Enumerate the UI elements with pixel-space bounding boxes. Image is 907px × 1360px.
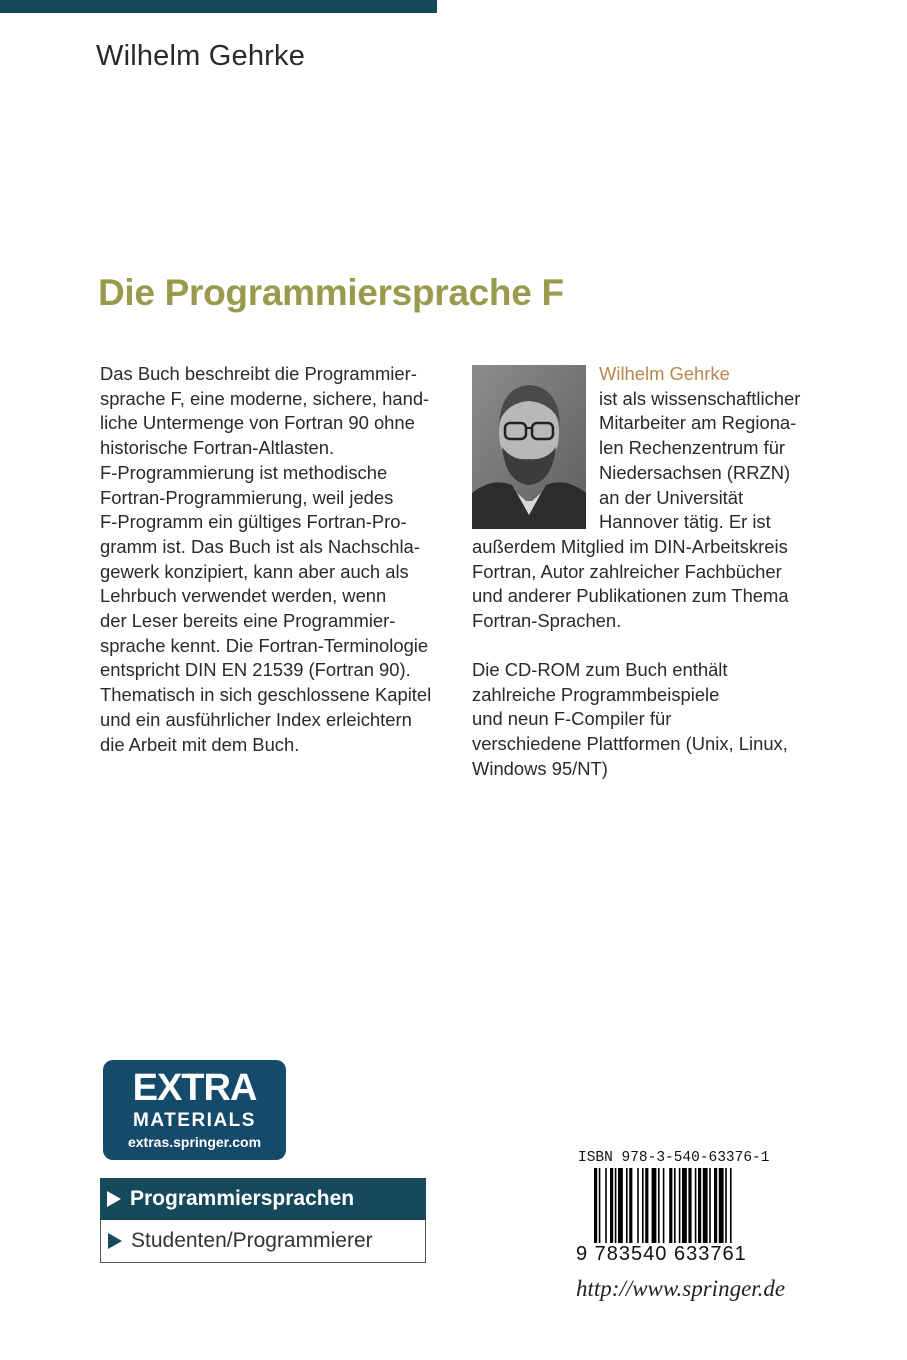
description-line: F-Programmierung ist methodische (100, 461, 388, 483)
bio-line: ist als wissenschaftlicher (599, 387, 801, 409)
cd-line: Windows 95/NT) (472, 757, 608, 779)
cd-rom-info (472, 658, 812, 782)
description-line: Thematisch in sich geschlossene Kapitel (100, 684, 432, 706)
book-description (100, 362, 440, 757)
bio-line: Fortran, Autor zahlreicher Fachbücher (472, 560, 782, 582)
barcode-number: 9 783540 633761 (576, 1243, 747, 1265)
cd-line: verschiedene Plattformen (Unix, Linux, (472, 733, 788, 755)
arrow-right-icon (107, 1191, 121, 1207)
description-line: liche Untermenge von Fortran 90 ohne (100, 412, 415, 434)
description-line: Fortran-Programmierung, weil jedes (100, 486, 394, 508)
description-line: gramm ist. Das Buch ist als Nachschla- (100, 535, 420, 557)
category-label: Studenten/Programmierer (131, 1229, 373, 1252)
badge-line-url: extras.springer.com (127, 1134, 262, 1150)
bio-line: an der Universität (599, 486, 744, 508)
description-line: und ein ausführlicher Index erleichtern (100, 708, 412, 730)
top-accent-bar (0, 0, 437, 13)
author-name: Wilhelm Gehrke (96, 40, 306, 72)
badge-line-materials: MATERIALS (133, 1110, 256, 1131)
category-primary (100, 1178, 426, 1220)
bio-line: Mitarbeiter am Regiona- (599, 412, 797, 434)
bio-line: außerdem Mitglied im DIN-Arbeitskreis (472, 535, 788, 557)
isbn-label: ISBN 978-3-540-63376-1 (578, 1150, 770, 1166)
description-line: die Arbeit mit dem Buch. (100, 733, 300, 755)
description-line: der Leser bereits eine Programmier- (100, 610, 396, 632)
description-line: F-Programm ein gültiges Fortran-Pro- (100, 511, 407, 533)
description-line: Lehrbuch verwendet werden, wenn (100, 585, 387, 607)
description-line: gewerk konzipiert, kann aber auch als (100, 560, 409, 582)
category-secondary (100, 1220, 426, 1263)
arrow-right-icon (108, 1233, 122, 1249)
bio-line: Hannover tätig. Er ist (599, 511, 771, 533)
description-line: sprache F, eine moderne, sichere, hand- (100, 387, 430, 409)
book-title: Die Programmiersprache F (98, 272, 564, 313)
cd-line: und neun F-Compiler für (472, 708, 672, 730)
description-line: Das Buch beschreibt die Programmier- (100, 363, 417, 384)
publisher-url: http://www.springer.de (576, 1276, 786, 1301)
cd-line: Die CD-ROM zum Buch enthält (472, 659, 728, 680)
cd-line: zahlreiche Programmbeispiele (472, 683, 720, 705)
category-label: Programmiersprachen (130, 1187, 355, 1210)
extra-materials-badge (103, 1060, 286, 1160)
bio-line: len Rechenzentrum für (599, 437, 786, 459)
bio-author-name: Wilhelm Gehrke (599, 363, 730, 384)
bio-line: Niedersachsen (RRZN) (599, 461, 791, 483)
description-line: sprache kennt. Die Fortran-Terminologie (100, 634, 429, 656)
description-line: historische Fortran-Altlasten. (100, 437, 335, 459)
description-line: entspricht DIN EN 21539 (Fortran 90). (100, 659, 411, 681)
badge-line-extra: EXTRA (132, 1067, 257, 1109)
bio-line: Fortran-Sprachen. (472, 610, 622, 632)
bio-line: und anderer Publikationen zum Thema (472, 585, 789, 607)
author-bio (472, 362, 812, 634)
